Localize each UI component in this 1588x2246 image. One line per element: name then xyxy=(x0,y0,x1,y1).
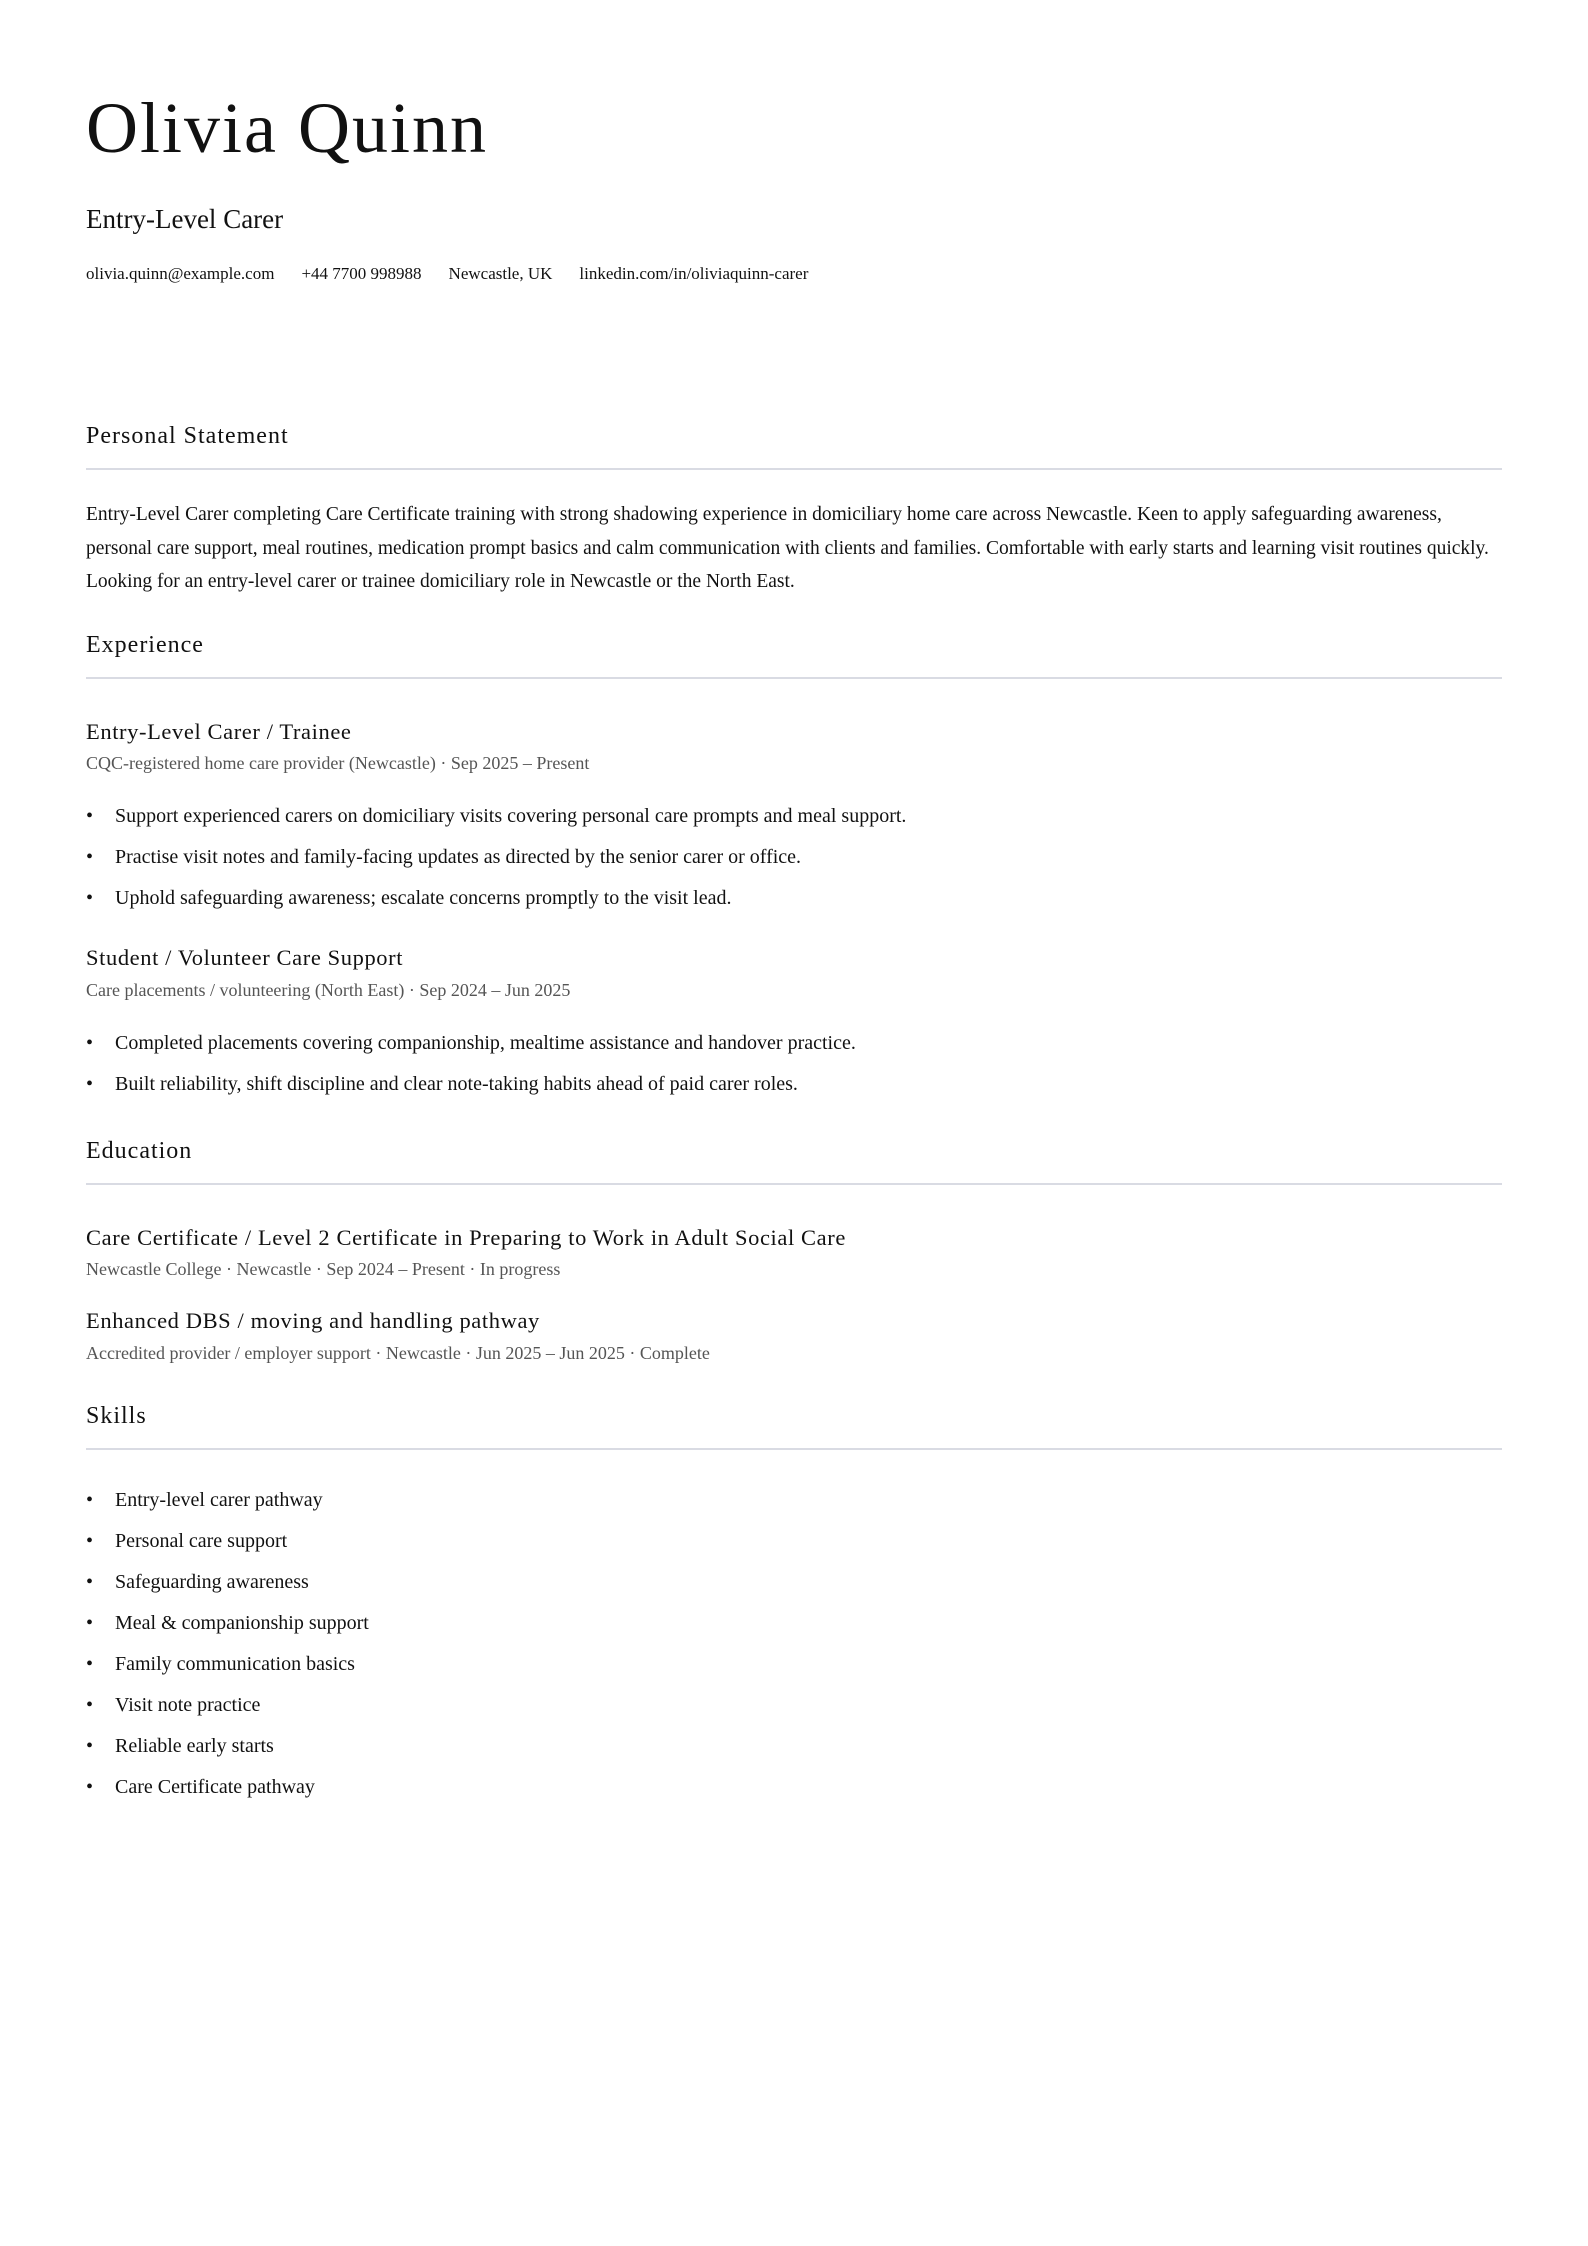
section-title-skills: Skills xyxy=(86,1402,147,1429)
qualification-meta: Newcastle College · Newcastle · Sep 2024 – Present · In progress xyxy=(86,1259,561,1279)
skill-item: • Family communication basics xyxy=(86,1644,1502,1685)
job-bullet: • Practise visit notes and family-facing updates as directed by the senior carer or office. xyxy=(86,837,1502,878)
section-divider xyxy=(86,468,1502,470)
education-section xyxy=(86,1139,1502,1362)
skill-item: • Visit note practice xyxy=(86,1685,1502,1726)
candidate-headline: Entry-Level Carer xyxy=(86,204,284,234)
skill-item: • Reliable early starts xyxy=(86,1726,1502,1767)
job-meta: Care placements / volunteering (North East) · Sep 2024 – Jun 2025 xyxy=(86,979,571,1000)
section-title-experience: Experience xyxy=(86,631,204,658)
contact-linkedin: linkedin.com/in/oliviaquinn-carer xyxy=(579,264,809,283)
job-title: Student / Volunteer Care Support xyxy=(86,945,404,970)
job-bullets xyxy=(86,1023,1502,1105)
candidate-name: Olivia Quinn xyxy=(86,88,488,168)
section-title-personal-statement: Personal Statement xyxy=(86,423,289,449)
qualification-meta: Accredited provider / employer support · Newcastle · Jun 2025 – Jun 2025 · Complete xyxy=(86,1342,710,1363)
resume-header xyxy=(86,0,1502,282)
contact-location: Newcastle, UK xyxy=(448,264,553,283)
section-divider xyxy=(86,1448,1502,1450)
education-entry xyxy=(86,1224,1502,1279)
job-bullets xyxy=(86,796,1502,919)
skill-item: • Meal & companionship support xyxy=(86,1603,1502,1644)
personal-statement-section xyxy=(86,424,1502,599)
job-meta: CQC-registered home care provider (Newcastle) · Sep 2025 – Present xyxy=(86,753,590,773)
skills-section xyxy=(86,1404,1502,1808)
contact-email: olivia.quinn@example.com xyxy=(86,264,275,283)
section-divider xyxy=(86,1183,1502,1185)
contact-phone: +44 7700 998988 xyxy=(301,264,422,283)
job-bullet: • Support experienced carers on domiciliary visits covering personal care prompts and meal support. xyxy=(86,796,1502,837)
job-title: Entry-Level Carer / Trainee xyxy=(86,718,352,744)
experience-section xyxy=(86,633,1502,1105)
personal-statement-text: Entry-Level Carer completing Care Certificate training with strong shadowing experience in domiciliary home care across Newcastle. Keen to apply safeguarding awareness, personal care support, meal routines, medication prompt basics and calm communication with clients and families. Comfortable with early starts and learning visit routines quickly. Looking for an entry-level carer or trainee domiciliary role in Newcastle or the North East. xyxy=(86,504,1489,592)
skill-item: • Entry-level carer pathway xyxy=(86,1480,1502,1521)
section-divider xyxy=(86,677,1502,679)
skill-item: • Safeguarding awareness xyxy=(86,1562,1502,1603)
qualification-title: Care Certificate / Level 2 Certificate in Preparing to Work in Adult Social Care xyxy=(86,1224,846,1250)
education-entry xyxy=(86,1310,1502,1362)
skill-item: • Personal care support xyxy=(86,1521,1502,1562)
experience-entry xyxy=(86,947,1502,1105)
skill-item: • Care Certificate pathway xyxy=(86,1767,1502,1808)
experience-entry xyxy=(86,718,1502,920)
job-bullet: • Built reliability, shift discipline and clear note-taking habits ahead of paid carer roles. xyxy=(86,1064,1502,1105)
qualification-title: Enhanced DBS / moving and handling pathway xyxy=(86,1308,540,1333)
section-title-education: Education xyxy=(86,1137,193,1164)
job-bullet: • Uphold safeguarding awareness; escalate concerns promptly to the visit lead. xyxy=(86,878,1502,919)
skills-list xyxy=(86,1480,1502,1808)
job-bullet: • Completed placements covering companionship, mealtime assistance and handover practice. xyxy=(86,1023,1502,1064)
contact-line xyxy=(86,265,1502,282)
